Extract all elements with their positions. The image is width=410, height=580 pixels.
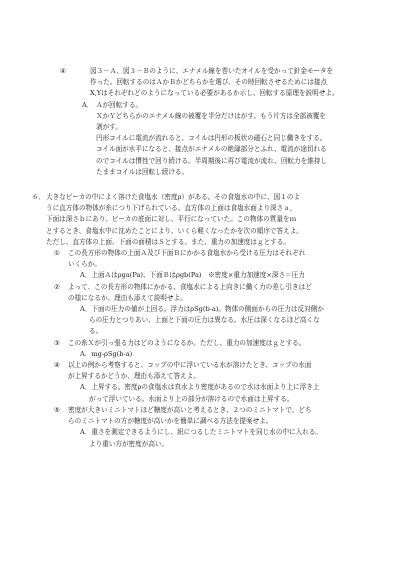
subquestion-line: いくらか。 xyxy=(68,260,101,269)
question-6-number: ６． xyxy=(32,193,46,202)
answer-line: たままコイルは回転し続ける。 xyxy=(96,167,189,176)
question-6-intro-line: とするとき、食塩水中に沈めたことにより、いくら軽くなったかを次の順序で答えよ。 xyxy=(46,226,303,235)
answer-line: らの圧力とつりあい、上面と下面の圧力は異なる。水圧は深くなるほど高くな xyxy=(89,316,320,325)
question-4-line: X,Yはそれぞれどのようになっている必要があるか示し、回転する原理を説明せよ。 xyxy=(90,89,339,98)
subquestion-3 xyxy=(32,338,376,349)
subquestion-line: らのミニトマトの方が糖度が高いかを簡単に調べる方法を提案せよ。 xyxy=(68,417,273,426)
question-6-intro-line: 下面は深さｂにあり、ビーカの底面に対し、平行になっていた。この物体の質量をｍ xyxy=(46,215,297,224)
answer-line: A．下面の圧力の値が上回る。浮力はρSg(b-a)。物体の側面からの圧力は反対側か xyxy=(80,305,324,314)
subquestion-line: この糸Ｘが引っ張る力はどのようになるか。ただし、重力の加速度はｇとする。 xyxy=(68,338,306,347)
subquestion-line: 密度が大きいミニトマトほど糖度が高いと考えるとき、２つのミニトマトで、どち xyxy=(68,405,312,414)
subquestion-5-answer xyxy=(32,427,376,449)
answer-line: より重い方が密度が高い。 xyxy=(89,439,169,448)
subquestion-4 xyxy=(32,360,376,382)
subquestion-line: この長方形の物体の上面Ａ及び下面Ｂにかかる食塩水から受ける圧力はそれぞれ xyxy=(68,249,306,258)
subquestion-3-answer xyxy=(32,349,376,360)
question-4-answer xyxy=(46,100,376,178)
question-4-line: 作った。回転するのはＡかＢかどちらかを選び、その時回転させるためには接点 xyxy=(90,78,328,87)
subquestion-5 xyxy=(32,405,376,427)
answer-label: A． xyxy=(82,100,94,109)
answer-line: ＸかＹどちらかのエナメル線の被覆を半分だけはがす。もう片方は全部被覆を xyxy=(96,111,326,120)
answer-line: A．上昇する。密度ρの食塩水は真水より密度があるので水は水面より上に浮き上 xyxy=(80,383,320,392)
answer-line: がって浮いている。水面より上の部分が溶けるので水面は上昇する。 xyxy=(89,394,294,403)
subquestion-number: ① xyxy=(54,249,60,258)
question-6-intro-line: 大きなビーカの中によく溶けた食塩水（密度ρ）がある。その食塩水の中に、図１のよ xyxy=(46,193,301,202)
question-4-number: ④ xyxy=(60,67,66,75)
answer-line: A．mg-ρSg(b-a) xyxy=(80,349,133,358)
subquestion-2 xyxy=(32,282,376,304)
answer-line: のでコイルは慣性で回り続ける。半周期後に再び電流が流れ、回転力を維持し xyxy=(96,156,327,165)
question-4 xyxy=(46,66,376,178)
subquestion-1-answer xyxy=(32,270,376,281)
question-6-intro-line: ただし、直方体の上面、下面の面積はＳとする。また、重力の加速度はｇとする。 xyxy=(46,237,290,246)
answer-line: 円形コイルに電流が流れると、コイルは円形の板状の磁石と同じ働きをする。 xyxy=(96,134,327,143)
subquestion-number: ⑤ xyxy=(54,405,60,414)
subquestion-4-answer xyxy=(32,382,376,404)
question-6-intro-line: うに直方体の物体が糸につり下げられている。直方体の上面は食塩水面より深さａ， xyxy=(46,204,297,213)
subquestion-number: ④ xyxy=(54,361,60,370)
question-4-line: 図３－Ａ、図３－Ｂのように、エナメル線を巻いたオイルを受かって針金モータを xyxy=(90,67,334,75)
subquestion-line: よって、この長方形の物体にかかる、食塩水による上向きに働く力の差し引きはど xyxy=(68,282,312,291)
subquestion-line: 以上の例から考察すると、コップの中に浮いている水が溶けたとき、コップの水面 xyxy=(68,361,312,370)
answer-line: Ａが回転する。 xyxy=(96,100,143,109)
subquestion-1 xyxy=(32,248,376,270)
answer-line: コイル面が水平になると、接点がエナメルの絶縁部分とふれ、電流が途切れる xyxy=(96,145,327,154)
answer-line: 剥がす。 xyxy=(96,123,122,132)
subquestion-line: の様になるか。理由も添えて説明せよ。 xyxy=(68,293,187,302)
subquestion-2-answer xyxy=(32,304,376,338)
answer-line: る。 xyxy=(89,327,103,336)
question-6 xyxy=(32,192,376,450)
answer-line: A．上面Ａはρga(Pa)、下面Ｂはρgb(Pa) ※密度×重力加速度×深さ＝圧力 xyxy=(80,271,305,280)
subquestion-line: が上昇するかどうか、理由も添えて答えよ。 xyxy=(68,372,200,381)
subquestion-number: ③ xyxy=(54,338,60,347)
answer-line: A．重さを測定できるようにし、紐につるしたミニトマトを同じ水の中に入れる。 xyxy=(80,428,323,437)
subquestion-number: ② xyxy=(54,282,60,291)
